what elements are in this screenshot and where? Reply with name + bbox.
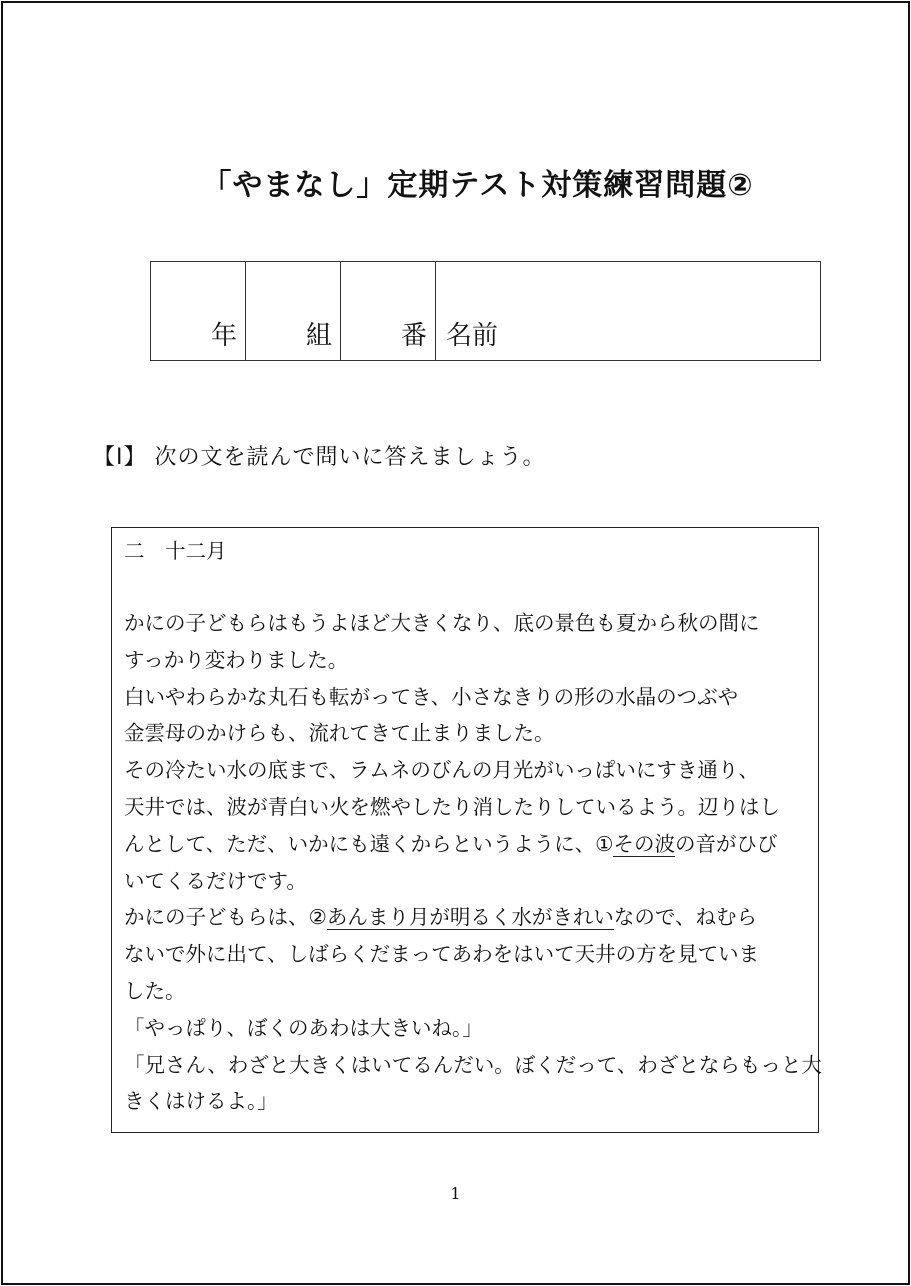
passage-text: かにの子どもらはもうよほど大きくなり、底の景色も夏から秋の間に <box>124 611 760 635</box>
passage-text: すっかり変わりました。 <box>124 647 349 672</box>
class-label: 組 <box>305 321 332 351</box>
instruction: 【Ⅰ】 次の文を読んで問いに答えましょう。 <box>93 445 546 470</box>
passage-line <box>124 904 757 930</box>
passage-text: いてくるだけです。 <box>124 868 307 893</box>
passage-text: 金雲母のかけらも、流れてきて止まりました。 <box>124 721 555 746</box>
passage-text: の音がひび <box>674 831 778 856</box>
passage-line <box>124 831 777 857</box>
underlined-phrase: あんまり月が明るく水がきれい <box>326 905 614 930</box>
passage-text: 白いやわらかな丸石も転がってき、小さなきりの形の水晶のつぶや <box>124 684 739 709</box>
passage-text: 「やっぱり、ぼくのあわは大きいね。」 <box>124 1015 483 1040</box>
name-label: 名前 <box>446 321 499 351</box>
class-field[interactable] <box>246 262 341 360</box>
passage-text: 天井では、波が青白い火を燃やしたり消したりしているよう。辺りはし <box>124 795 780 819</box>
passage-line <box>124 1052 822 1078</box>
passage-heading: 二 十二月 <box>124 539 227 563</box>
passage-line <box>124 1015 483 1041</box>
passage-text: した。 <box>124 979 186 1003</box>
underlined-phrase: その波 <box>613 831 675 856</box>
passage-line <box>124 941 759 967</box>
page-title: 「やまなし」定期テスト対策練習問題② <box>201 168 754 203</box>
passage-line <box>124 794 780 820</box>
page-number: 1 <box>450 1184 461 1203</box>
passage-text: その冷たい水の底まで、ラムネのびんの月光がいっぱいにすき通り、 <box>124 758 759 783</box>
name-field[interactable] <box>436 262 820 360</box>
passage-line <box>124 720 555 746</box>
year-field[interactable] <box>151 262 246 360</box>
passage-line <box>124 647 348 673</box>
number-field[interactable] <box>341 262 436 360</box>
passage-line <box>124 1088 278 1114</box>
passage-line <box>124 684 738 710</box>
passage-line <box>124 757 759 783</box>
passage-line <box>124 868 307 894</box>
passage-text: きくはけるよ。」 <box>124 1089 278 1114</box>
passage-box <box>111 527 822 1133</box>
passage-text: ないで外に出て、しばらくだまってあわをはいて天井の方を見ていま <box>124 942 760 967</box>
number-label: 番 <box>400 321 427 351</box>
passage-line <box>124 610 760 636</box>
year-label: 年 <box>210 321 237 351</box>
passage-text: んとして、ただ、いかにも遠くからというように、① <box>124 831 614 856</box>
name-table <box>150 261 821 361</box>
passage-line <box>124 978 186 1004</box>
passage-text: 「兄さん、わざと大きくはいてるんだい。ぼくだって、わざとならもっと大 <box>124 1052 822 1077</box>
passage-text: なので、ねむら <box>613 905 757 930</box>
passage-text: かにの子どもらは、② <box>124 905 327 930</box>
